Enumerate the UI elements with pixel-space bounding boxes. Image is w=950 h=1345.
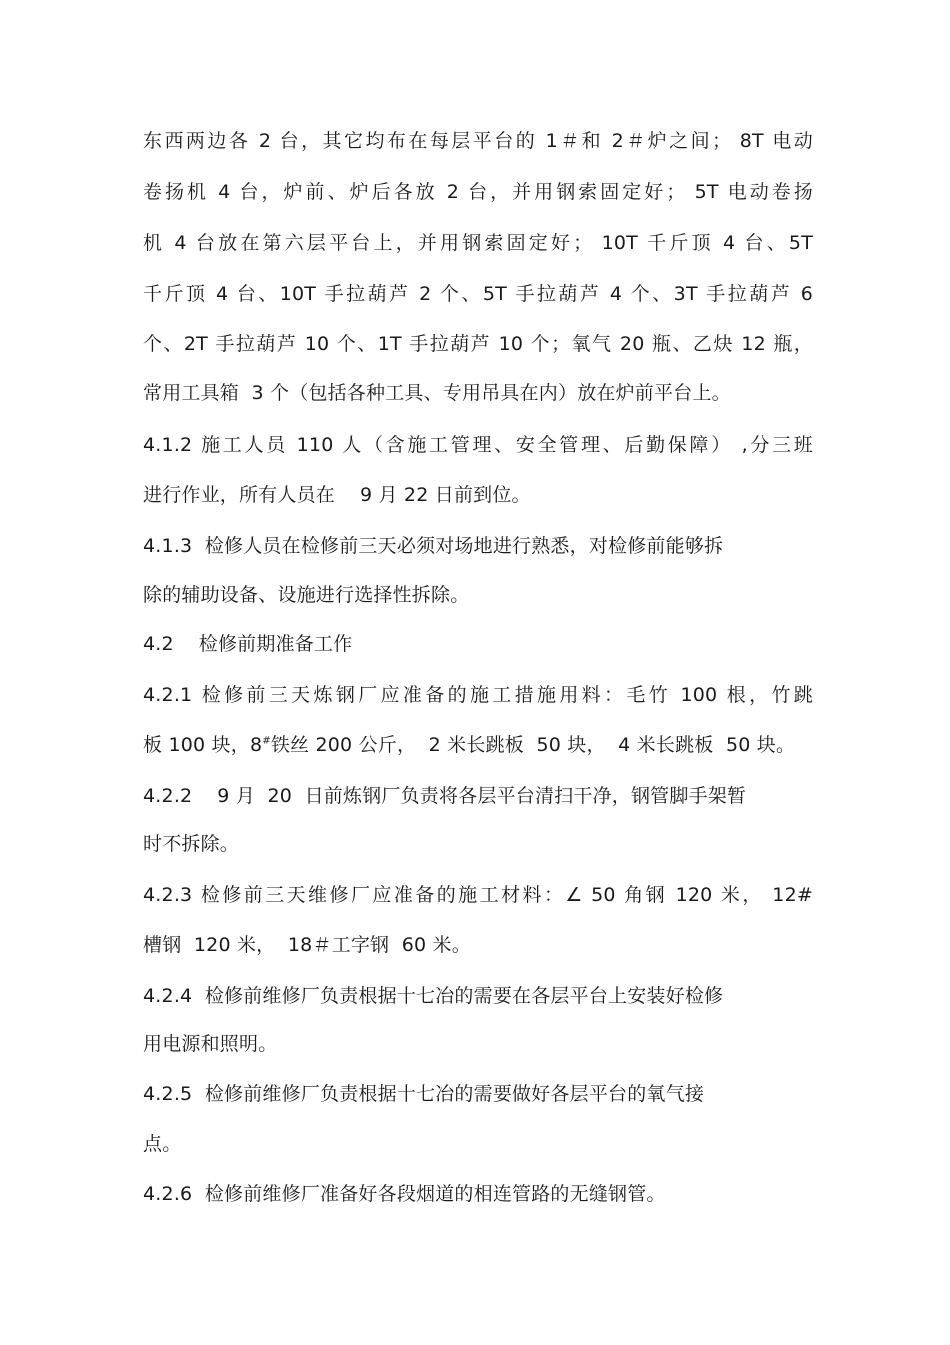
text-line: 进行作业，所有人员在 9 月 22 日前到位。	[143, 484, 531, 506]
text-line: 4.2.5 检修前维修厂负责根据十七冶的需要做好各层平台的氧气接	[143, 1083, 705, 1105]
text-segment: 铁丝 200 公斤， 2 米长跳板 50 块， 4 米长跳板 50 块。	[270, 734, 796, 756]
text-line: 用电源和照明。	[143, 1033, 278, 1055]
text-line: 4.2.3 检修前三天维修厂应准备的施工材料：∠ 50 角钢 120 米， 12#	[143, 884, 813, 906]
text-line: 4.2.2 9 月 20 日前炼钢厂负责将各层平台清扫干净，钢管脚手架暂	[143, 785, 747, 807]
text-line: 4.1.3 检修人员在检修前三天必须对场地进行熟悉，对检修前能够拆	[143, 535, 724, 557]
text-line: 4.2.4 检修前维修厂负责根据十七冶的需要在各层平台上安装好检修	[143, 985, 724, 1007]
text-line-with-superscript	[143, 732, 813, 758]
text-line: 时不拆除。	[143, 833, 240, 855]
text-line: 千斤顶 4 台、10T 手拉葫芦 2 个、5T 手拉葫芦 4 个、3T 手拉葫芦 6	[143, 283, 813, 305]
text-line: 4.2.1 检修前三天炼钢厂应准备的施工措施用料：毛竹 100 根，竹跳	[143, 684, 813, 706]
text-line: 槽钢 120 米， 18＃工字钢 60 米。	[143, 934, 471, 956]
text-line: 东西两边各 2 台，其它均布在每层平台的 1＃和 2＃炉之间； 8T 电动	[143, 130, 813, 152]
text-line: 点。	[143, 1133, 182, 1155]
text-line: 机 4 台放在第六层平台上，并用钢索固定好； 10T 千斤顶 4 台、5T	[143, 232, 813, 254]
text-line: 4.1.2 施工人员 110 人（含施工管理、安全管理、后勤保障） ,分三班	[143, 434, 813, 456]
text-line: 个、2T 手拉葫芦 10 个、1T 手拉葫芦 10 个；氧气 20 瓶、乙炔 12 瓶，	[143, 333, 813, 355]
text-line: 4.2.6 检修前维修厂准备好各段烟道的相连管路的无缝钢管。	[143, 1183, 666, 1205]
superscript-mark: #	[262, 735, 271, 747]
text-line: 卷扬机 4 台，炉前、炉后各放 2 台，并用钢索固定好； 5T 电动卷扬	[143, 181, 813, 203]
text-segment: 板 100 块，8	[143, 734, 263, 756]
section-heading: 4.2 检修前期准备工作	[143, 633, 353, 655]
text-line: 常用工具箱 3 个（包括各种工具、专用吊具在内）放在炉前平台上。	[143, 382, 731, 404]
text-line: 除的辅助设备、设施进行选择性拆除。	[143, 584, 470, 606]
